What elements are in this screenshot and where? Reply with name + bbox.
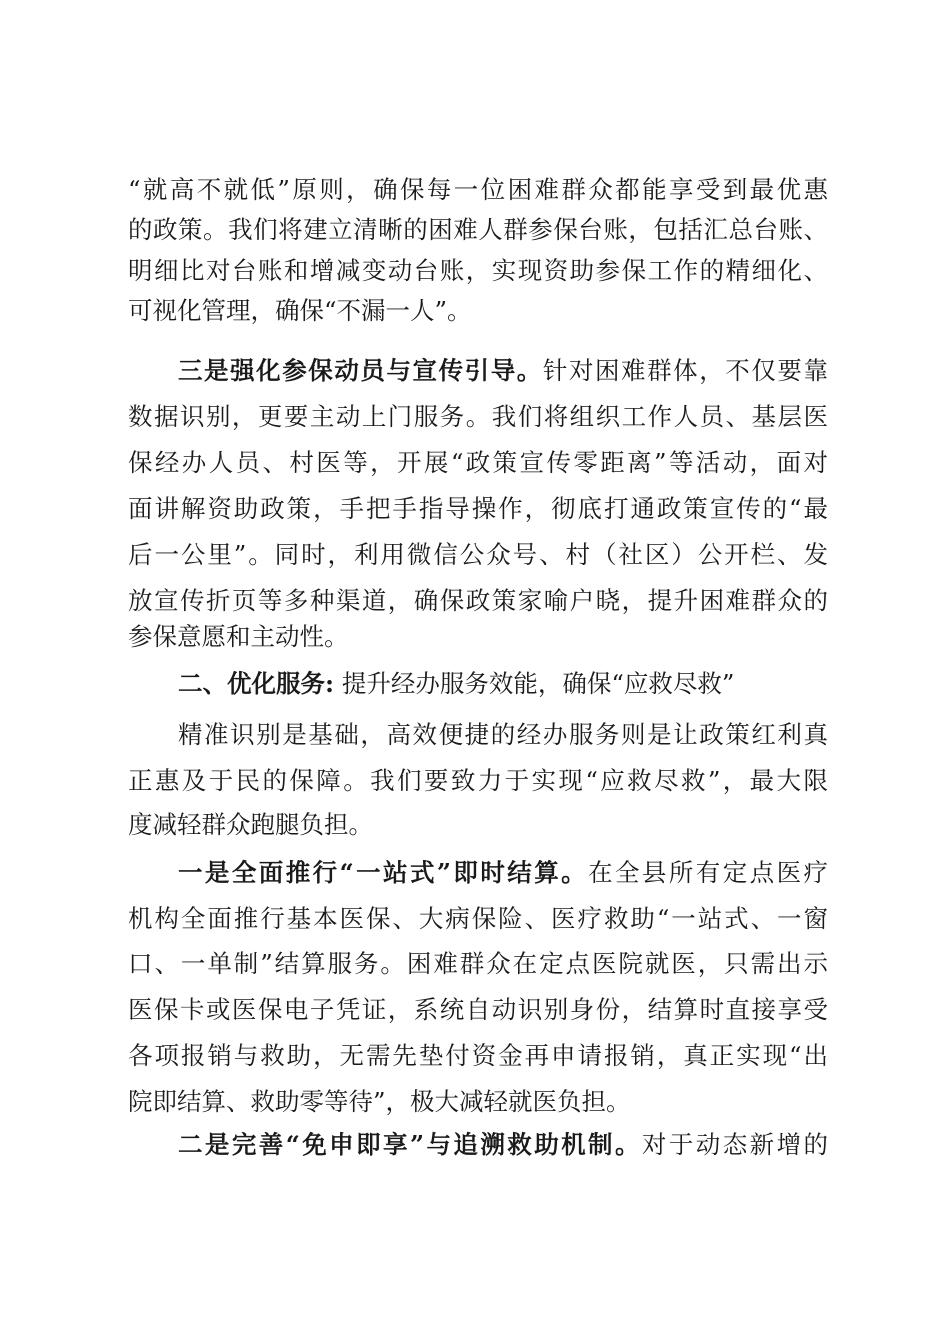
text-line: 后一公里”。同时，利用微信公众号、村（社区）公开栏、发 bbox=[128, 540, 828, 569]
text-line: 机构全面推行基本医保、大病保险、医疗救助“一站式、一窗 bbox=[128, 904, 828, 933]
text-line: 可视化管理，确保“不漏一人”。 bbox=[128, 296, 472, 325]
paragraph-first-line: 二是完善“免申即享”与追溯救助机制。对于动态新增的 bbox=[178, 1130, 828, 1159]
text-line: 正惠及于民的保障。我们要致力于实现“应救尽救”，最大限 bbox=[128, 766, 828, 795]
text-line: “就高不就低”原则，确保每一位困难群众都能享受到最优惠 bbox=[128, 175, 828, 204]
paragraph-first-line: 精准识别是基础，高效便捷的经办服务则是让政策红利真 bbox=[178, 720, 828, 749]
text-line: 参保意愿和主动性。 bbox=[128, 622, 349, 651]
text-line: 院即结算、救助零等待”，极大减轻就医负担。 bbox=[128, 1087, 631, 1116]
text-line: 保经办人员、村医等，开展“政策宣传零距离”等活动，面对 bbox=[128, 448, 828, 477]
section-heading: 二、优化服务: 提升经办服务效能，确保“应救尽救” bbox=[178, 669, 735, 698]
section-heading-label: 二、优化服务: bbox=[178, 669, 335, 698]
paragraph-heading: 二是完善“免申即享”与追溯救助机制。 bbox=[178, 1130, 642, 1159]
paragraph-heading: 三是强化参保动员与宣传引导。 bbox=[178, 356, 543, 385]
text-line: 口、一单制”结算服务。困难群众在定点医院就医，只需出示 bbox=[128, 949, 828, 978]
text-line: 放宣传折页等多种渠道，确保政策家喻户晓，提升困难群众的 bbox=[128, 586, 828, 615]
paragraph-heading: 一是全面推行“一站式”即时结算。 bbox=[178, 858, 589, 887]
text-line: 各项报销与救助，无需先垫付资金再申请报销，真正实现“出 bbox=[128, 1041, 828, 1070]
text-line: 的政策。我们将建立清晰的困难人群参保台账，包括汇总台账、 bbox=[128, 215, 828, 244]
paragraph-first-line: 三是强化参保动员与宣传引导。针对困难群体，不仅要靠 bbox=[178, 356, 828, 385]
text-line: 明细比对台账和增减变动台账，实现资助参保工作的精细化、 bbox=[128, 256, 828, 285]
text-line: 数据识别，更要主动上门服务。我们将组织工作人员、基层医 bbox=[128, 402, 828, 431]
text-line: 度减轻群众跑腿负担。 bbox=[128, 810, 373, 839]
text-line: 面讲解资助政策，手把手指导操作，彻底打通政策宣传的“最 bbox=[128, 494, 828, 523]
text-line: 医保卡或医保电子凭证，系统自动识别身份，结算时直接享受 bbox=[128, 995, 828, 1024]
paragraph-first-line: 一是全面推行“一站式”即时结算。在全县所有定点医疗 bbox=[178, 858, 828, 887]
